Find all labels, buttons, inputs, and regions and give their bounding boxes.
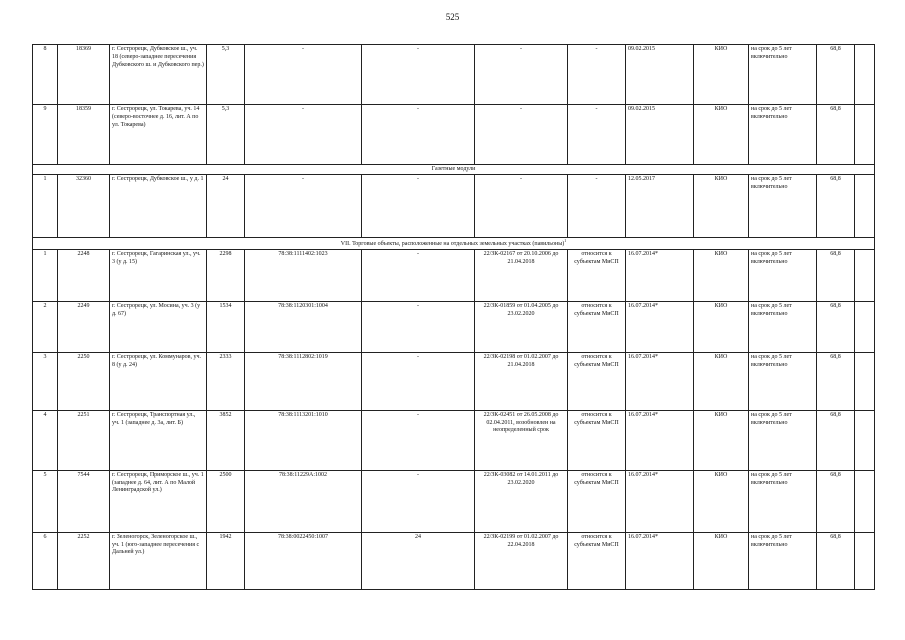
extra-value-cell: - (362, 301, 475, 352)
inclusion-date-cell: 09.02.2015 (626, 105, 694, 165)
inclusion-date-cell: 16.07.2014* (626, 352, 694, 410)
organization-cell: КИО (694, 45, 749, 105)
smb-status-cell: относится к субъектам МиСП (568, 249, 626, 301)
area-cell: 24 (207, 175, 245, 238)
area-cell: 1942 (207, 532, 245, 589)
smb-status-cell: относится к субъектам МиСП (568, 410, 626, 470)
lease-term-cell: на срок до 5 лет включительно (749, 45, 817, 105)
area-cell: 3852 (207, 410, 245, 470)
extra-value-cell: - (362, 45, 475, 105)
section-header-trade (33, 238, 875, 250)
inclusion-date-cell: 09.02.2015 (626, 45, 694, 105)
extra-value-cell: - (362, 352, 475, 410)
empty-cell (855, 301, 875, 352)
row-number-cell: 9 (33, 105, 58, 165)
table-row (33, 532, 875, 589)
row-number-cell: 5 (33, 470, 58, 532)
organization-cell: КИО (694, 249, 749, 301)
lease-term-cell: на срок до 5 лет включительно (749, 532, 817, 589)
row-number-cell: 3 (33, 352, 58, 410)
object-id-cell: 2252 (58, 532, 110, 589)
empty-cell (855, 410, 875, 470)
section-header-trade-text: VII. Торговые объекты, расположенные на отдельных земельных участках (павильоны) (340, 241, 565, 247)
extra-value-cell: - (362, 410, 475, 470)
area-cell: 1534 (207, 301, 245, 352)
lease-term-cell: на срок до 5 лет включительно (749, 175, 817, 238)
area-cell: 2298 (207, 249, 245, 301)
organization-cell: КИО (694, 301, 749, 352)
section-header-gazette (33, 165, 875, 175)
section-header-trade-footnote-mark: 1 (564, 238, 567, 243)
smb-status-cell: относится к субъектам МиСП (568, 470, 626, 532)
row-number-cell: 1 (33, 249, 58, 301)
extra-value-cell: - (362, 470, 475, 532)
organization-cell: КИО (694, 105, 749, 165)
inclusion-date-cell: 16.07.2014* (626, 410, 694, 470)
inclusion-date-cell: 12.05.2017 (626, 175, 694, 238)
cadastral-number-cell: 78:38:1112802:1019 (245, 352, 362, 410)
empty-cell (855, 470, 875, 532)
number-value-cell: 68,8 (817, 105, 855, 165)
smb-status-cell: относится к субъектам МиСП (568, 532, 626, 589)
table-row (33, 410, 875, 470)
empty-cell (855, 45, 875, 105)
table-row (33, 175, 875, 238)
organization-cell: КИО (694, 470, 749, 532)
smb-status-cell: - (568, 105, 626, 165)
lease-contract-cell: 22/ЗК-03082 от 14.01.2011 до 23.02.2020 (475, 470, 568, 532)
lease-term-cell: на срок до 5 лет включительно (749, 301, 817, 352)
address-cell: г. Зеленогорск, Зеленогорское ш., уч. 1 (юго-западнее пересечения с Дальней ул.) (110, 532, 207, 589)
smb-status-cell: относится к субъектам МиСП (568, 352, 626, 410)
number-value-cell: 68,8 (817, 410, 855, 470)
lease-contract-cell: 22/ЗК-02198 от 01.02.2007 до 21.04.2018 (475, 352, 568, 410)
lease-term-cell: на срок до 5 лет включительно (749, 352, 817, 410)
address-cell: г. Сестрорецк, ул. Коммунаров, уч. 8 (у д. 24) (110, 352, 207, 410)
number-value-cell: 68,8 (817, 249, 855, 301)
empty-cell (855, 249, 875, 301)
extra-value-cell: - (362, 105, 475, 165)
address-cell: г. Сестрорецк, Приморское ш., уч. 1 (западнее д. 64, лит. А по Малой Ленинградской ул.) (110, 470, 207, 532)
area-cell: 2500 (207, 470, 245, 532)
cadastral-number-cell: 78:38:11229А:1002 (245, 470, 362, 532)
inclusion-date-cell: 16.07.2014* (626, 470, 694, 532)
object-id-cell: 18359 (58, 105, 110, 165)
area-cell: 5,3 (207, 45, 245, 105)
number-value-cell: 68,8 (817, 301, 855, 352)
object-id-cell: 32360 (58, 175, 110, 238)
section-header-gazette-text: Газетные модули (431, 165, 476, 172)
row-number-cell: 6 (33, 532, 58, 589)
smb-status-cell: - (568, 175, 626, 238)
lease-term-cell: на срок до 5 лет включительно (749, 105, 817, 165)
lease-contract-cell: 22/ЗК-02167 от 20.10.2006 до 21.04.2018 (475, 249, 568, 301)
row-number-cell: 8 (33, 45, 58, 105)
empty-cell (855, 175, 875, 238)
smb-status-cell: - (568, 45, 626, 105)
number-value-cell: 68,8 (817, 470, 855, 532)
extra-value-cell: 24 (362, 532, 475, 589)
empty-cell (855, 352, 875, 410)
lease-contract-cell: 22/ЗК-02451 от 26.05.2008 до 02.04.2011, возобновлен на неопределенный срок (475, 410, 568, 470)
address-cell: г. Сестрорецк, Транспортная ул., уч. 1 (западнее д. 3а, лит. Б) (110, 410, 207, 470)
lease-contract-cell: 22/ЗК-02199 от 01.02.2007 до 22.04.2018 (475, 532, 568, 589)
lease-term-cell: на срок до 5 лет включительно (749, 249, 817, 301)
cadastral-number-cell: - (245, 45, 362, 105)
object-id-cell: 7544 (58, 470, 110, 532)
lease-contract-cell: - (475, 45, 568, 105)
number-value-cell: 68,8 (817, 352, 855, 410)
row-number-cell: 4 (33, 410, 58, 470)
area-cell: 5,3 (207, 105, 245, 165)
empty-cell (855, 532, 875, 589)
table-row (33, 45, 875, 105)
table-row (33, 301, 875, 352)
object-id-cell: 2250 (58, 352, 110, 410)
object-id-cell: 2251 (58, 410, 110, 470)
address-cell: г. Сестрорецк, ул. Мосина, уч. 3 (у д. 67) (110, 301, 207, 352)
table-row (33, 352, 875, 410)
lease-contract-cell: - (475, 175, 568, 238)
extra-value-cell: - (362, 249, 475, 301)
number-value-cell: 68,8 (817, 45, 855, 105)
empty-cell (855, 105, 875, 165)
smb-status-cell: относится к субъектам МиСП (568, 301, 626, 352)
register-table (32, 44, 875, 590)
number-value-cell: 68,8 (817, 532, 855, 589)
cadastral-number-cell: 78:38:1120301:1004 (245, 301, 362, 352)
organization-cell: КИО (694, 410, 749, 470)
cadastral-number-cell: - (245, 175, 362, 238)
address-cell: г. Сестрорецк, Гагаринская ул., уч. 3 (у д. 15) (110, 249, 207, 301)
inclusion-date-cell: 16.07.2014* (626, 301, 694, 352)
organization-cell: КИО (694, 175, 749, 238)
lease-term-cell: на срок до 5 лет включительно (749, 470, 817, 532)
row-number-cell: 1 (33, 175, 58, 238)
cadastral-number-cell: - (245, 105, 362, 165)
address-cell: г. Сестрорецк, Дубковское ш., уч. 18 (северо-западнее пересечения Дубковского ш. и Дубковского пер.) (110, 45, 207, 105)
object-id-cell: 2248 (58, 249, 110, 301)
table-row (33, 105, 875, 165)
lease-term-cell: на срок до 5 лет включительно (749, 410, 817, 470)
table-row (33, 470, 875, 532)
address-cell: г. Сестрорецк, Дубковское ш., у д. 1 (110, 175, 207, 238)
cadastral-number-cell: 78:38:1111402:1023 (245, 249, 362, 301)
object-id-cell: 18369 (58, 45, 110, 105)
inclusion-date-cell: 16.07.2014* (626, 249, 694, 301)
row-number-cell: 2 (33, 301, 58, 352)
area-cell: 2333 (207, 352, 245, 410)
extra-value-cell: - (362, 175, 475, 238)
cadastral-number-cell: 78:38:0022450:1007 (245, 532, 362, 589)
table-row (33, 249, 875, 301)
number-value-cell: 68,8 (817, 175, 855, 238)
cadastral-number-cell: 78:38:1113201:1010 (245, 410, 362, 470)
inclusion-date-cell: 16.07.2014* (626, 532, 694, 589)
lease-contract-cell: - (475, 105, 568, 165)
lease-contract-cell: 22/ЗК-01859 от 01.04.2005 до 23.02.2020 (475, 301, 568, 352)
address-cell: г. Сестрорецк, ул. Токарева, уч. 14 (северо-восточнее д. 16, лит. А по ул. Токарева) (110, 105, 207, 165)
organization-cell: КИО (694, 532, 749, 589)
object-id-cell: 2249 (58, 301, 110, 352)
page-number: 525 (445, 12, 460, 22)
organization-cell: КИО (694, 352, 749, 410)
